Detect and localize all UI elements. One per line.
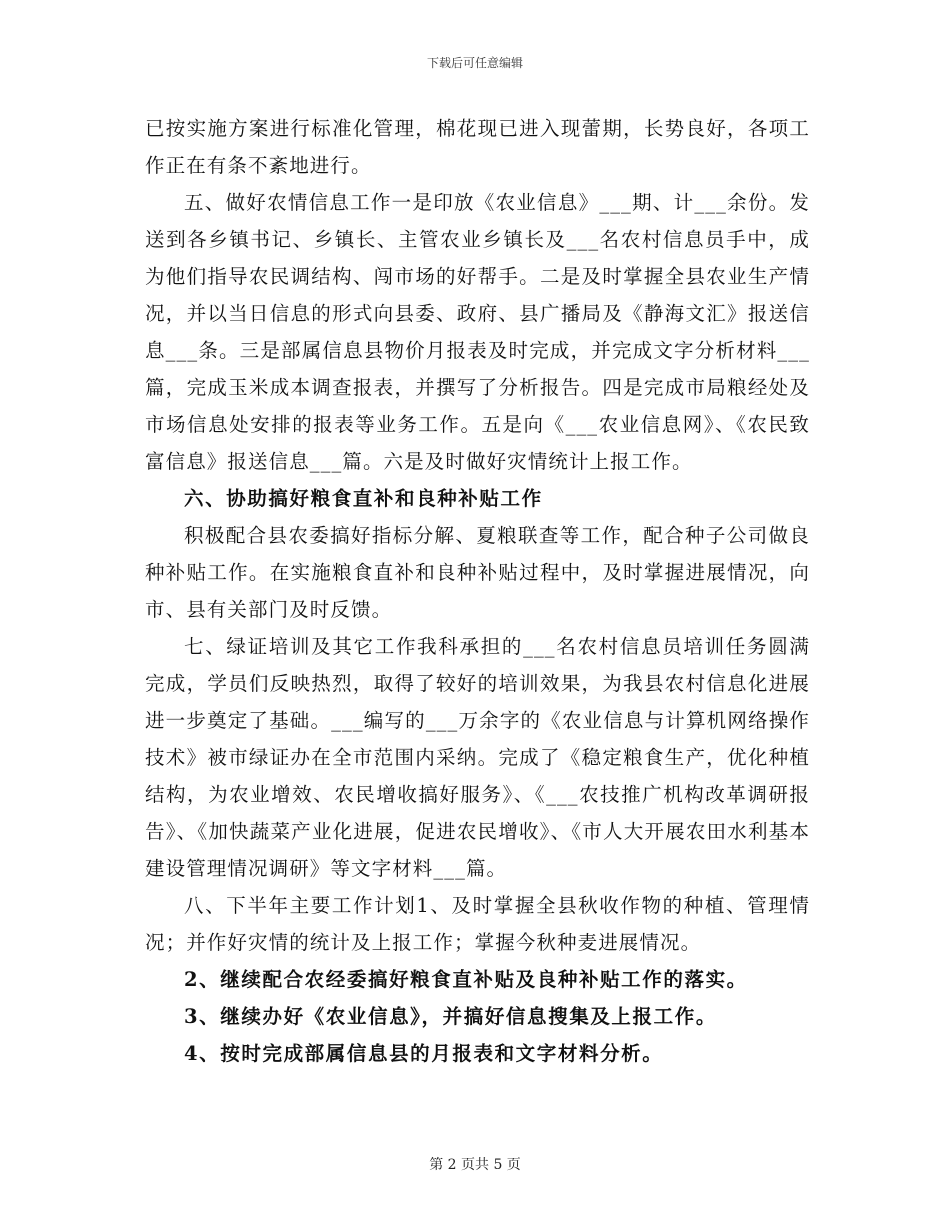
header-note: 下载后可任意编辑: [426, 56, 523, 70]
plan-item-4: 4、按时完成部属信息县的月报表和文字材料分析。: [184, 1042, 664, 1065]
paragraph-section-6: 积极配合县农委搞好指标分解、夏粮联查等工作，配合种子公司做良种补贴工作。在实施粮食直补和良种补贴过程中，及时掌握进展情况，向市、县有关部门及时反馈。: [145, 524, 810, 621]
paragraph-section-5: 五、做好农情信息工作一是印放《农业信息》___期、计___余份。发送到各乡镇书记、乡镇长、主管农业乡镇长及___名农村信息员手中，成为他们指导农民调结构、闯市场的好帮手。二是及时掌握全县农业生产情况，并以当日信息的形式向县委、政府、县广播局及《静海文汇》报送信息___条。三是部属信息县物价月报表及时完成，并完成文字分析材料___篇，完成玉米成本调查报表，并撰写了分析报告。四是完成市局粮经处及市场信息处安排的报表等业务工作。五是向《___农业信息网》、《农民致富信息》报送信息___篇。六是及时做好灾情统计上报工作。: [145, 191, 810, 473]
paragraph-section-8: 八、下半年主要工作计划1、及时掌握全县秋收作物的种植、管理情况；并作好灾情的统计及上报工作；掌握今秋种麦进展情况。: [145, 894, 810, 954]
page-number: 第 2 页共 5 页: [429, 1157, 521, 1173]
section-heading-6: 六、协助搞好粮食直补和良种补贴工作: [184, 487, 543, 510]
document-body: [145, 110, 810, 1072]
paragraph-section-7: 七、绿证培训及其它工作我科承担的___名农村信息员培训任务圆满完成，学员们反映热烈，取得了较好的培训效果，为我县农村信息化进展进一步奠定了基础。___编写的___万余字的《农业信息与计算机网络操作技术》被市绿证办在全市范围内采纳。完成了《稳定粮食生产，优化种植结构，为农业增效、农民增收搞好服务》、《___农技推广机构改革调研报告》、《加快蔬菜产业化进展，促进农民增收》、《市人大开展农田水利基本建设管理情况调研》等文字材料___篇。: [145, 635, 810, 880]
paragraph-continuation: 已按实施方案进行标准化管理，棉花现已进入现蕾期，长势良好，各项工作正在有条不紊地进行。: [145, 117, 810, 177]
plan-item-2: 2、继续配合农经委搞好粮食直补贴及良种补贴工作的落实。: [184, 968, 748, 991]
plan-item-3: 3、继续办好《农业信息》，并搞好信息搜集及上报工作。: [184, 1005, 717, 1028]
